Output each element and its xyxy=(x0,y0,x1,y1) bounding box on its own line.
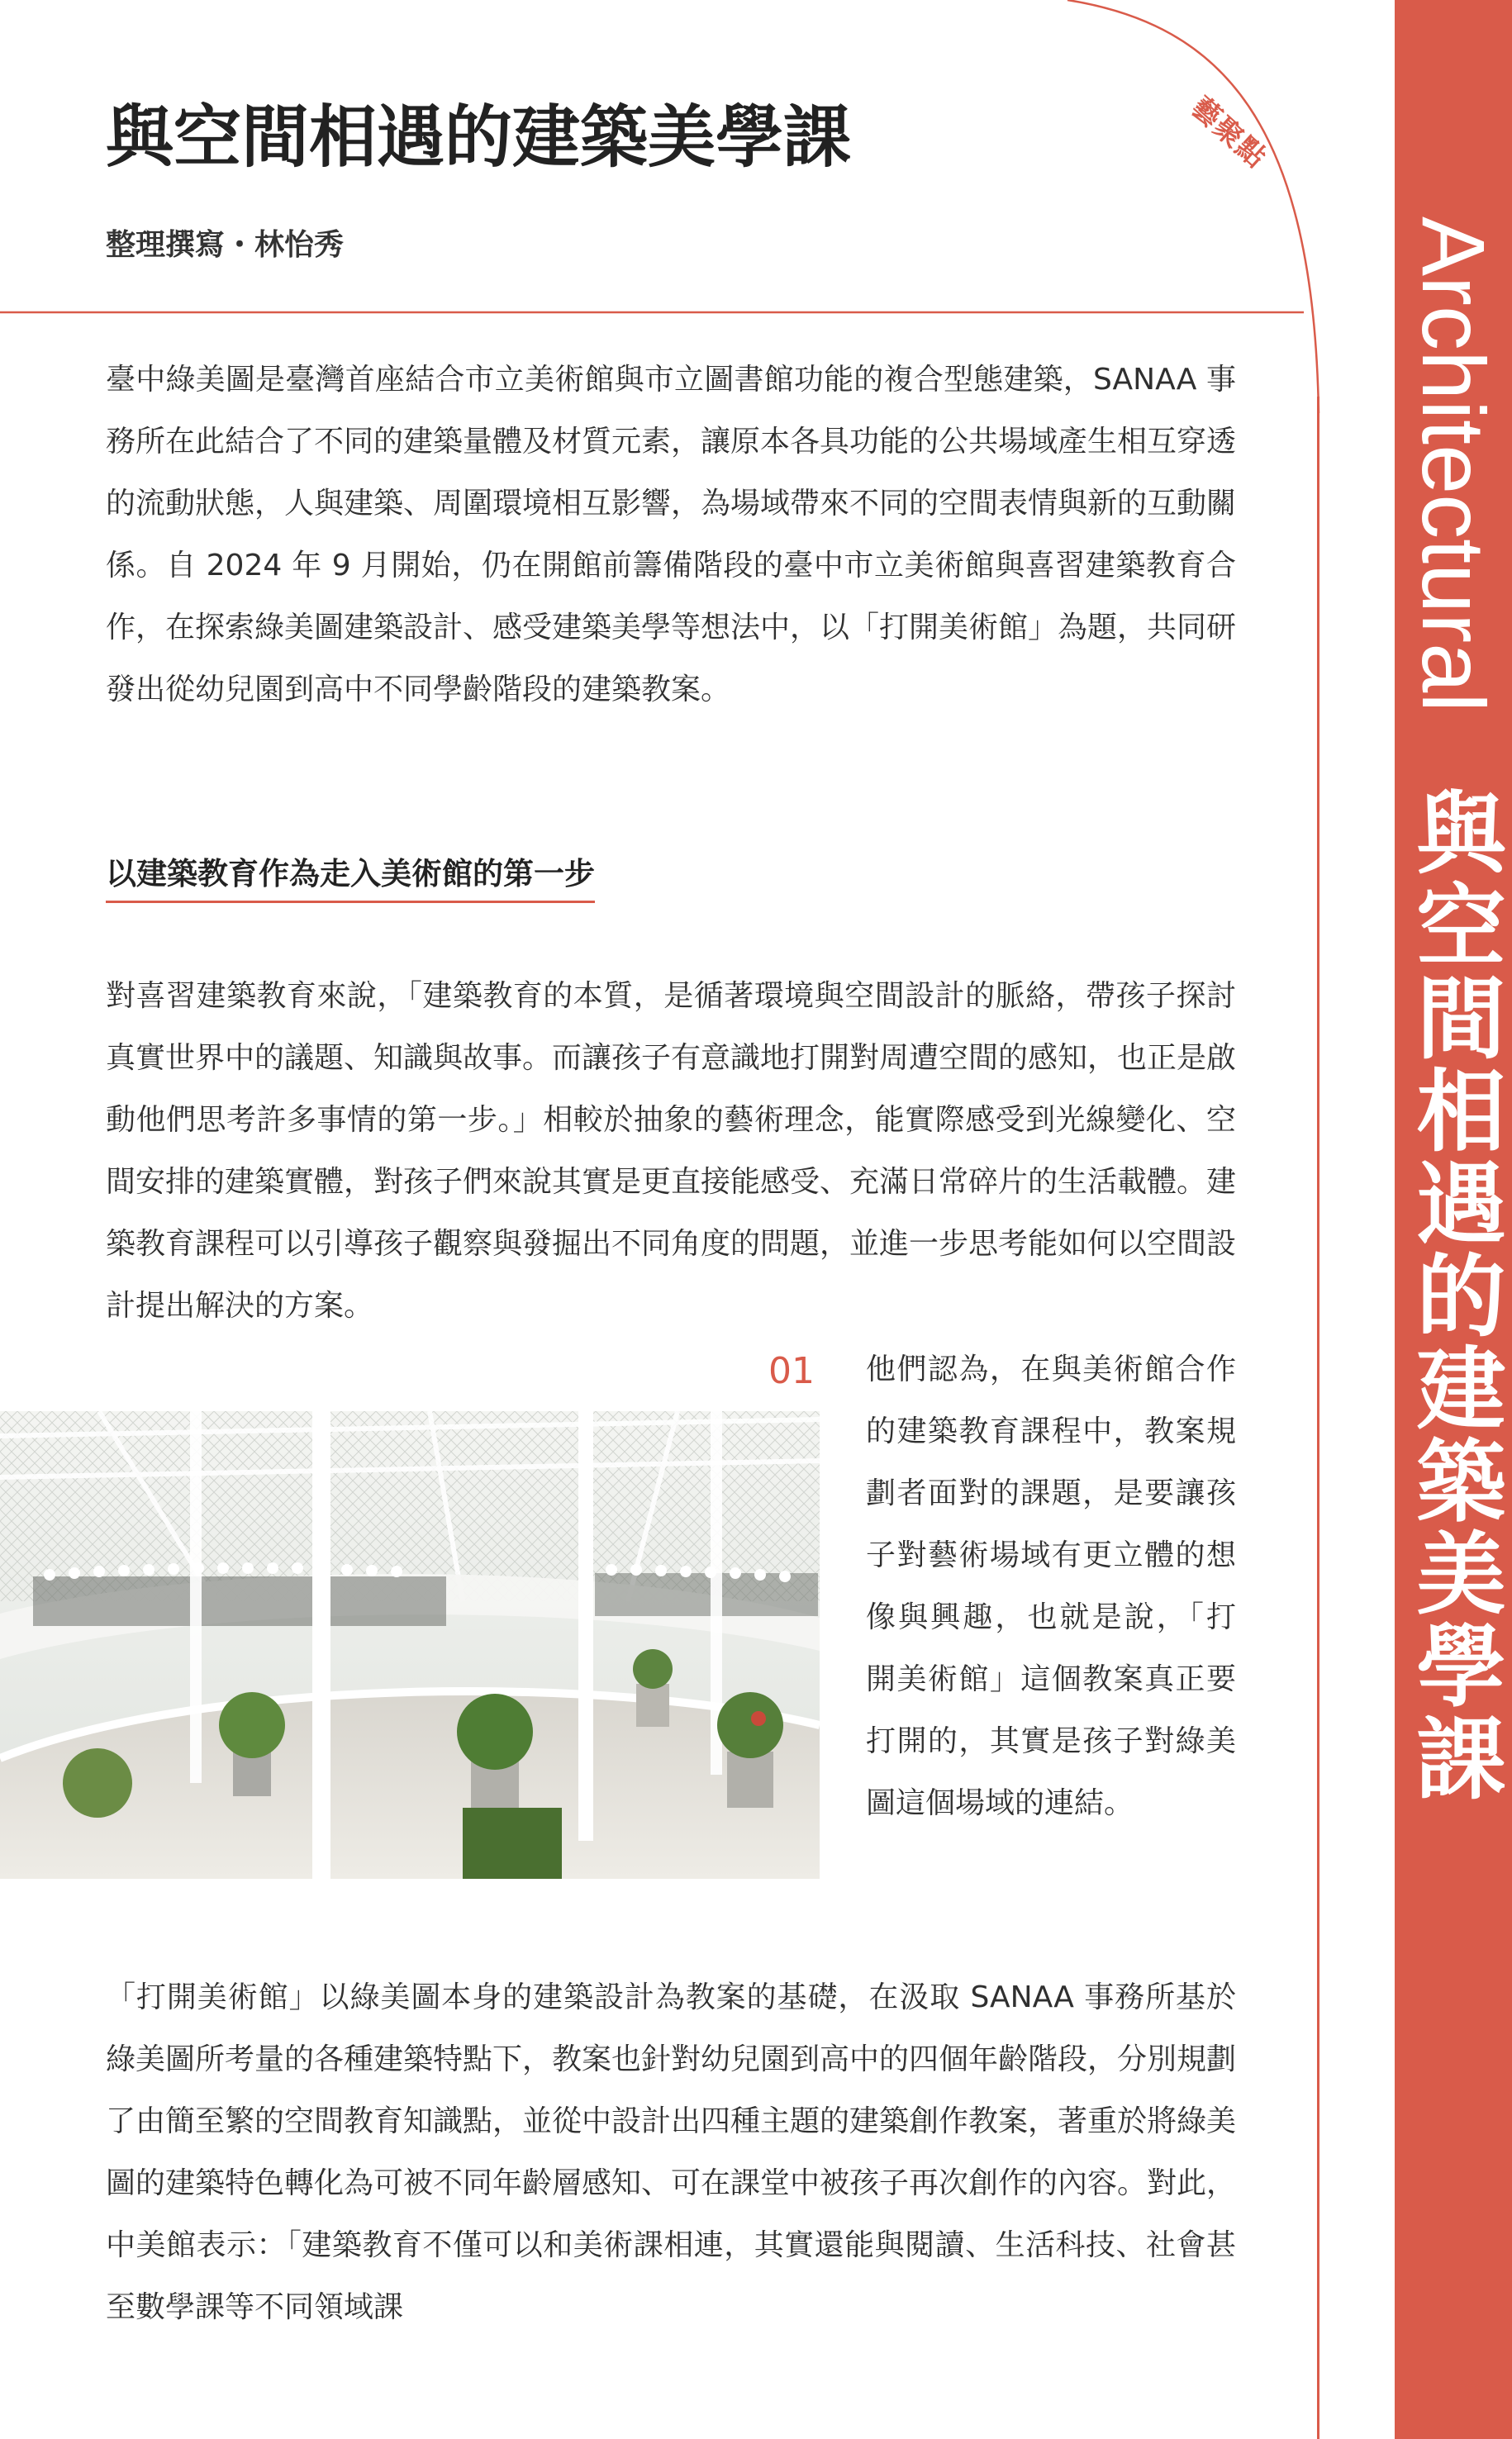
side-title xyxy=(1395,216,1512,2232)
byline: 整理撰寫・林怡秀 xyxy=(106,228,345,262)
atrium-photo-illustration xyxy=(0,1411,820,1879)
paragraph-4: 「打開美術館」以綠美圖本身的建築設計為教案的基礎，在汲取 SANAA 事務所基於綠美圖所考量的各種建築特點下，教案也針對幼兒園到高中的四個年齡階段，分別規劃了由簡至繁的空間教育知識點，並從中設計出四種主題的建築創作教案，著重於將綠美圖的建築特色轉化為可被不同年齡層感知、可在課堂中被孩子再次創作的內容。對此，中美館表示：「建築教育不僅可以和美術課相連，其實還能與閱讀、生活科技、社會甚至數學課等不同領域課 xyxy=(106,1980,1237,2324)
side-title-english: Architectural xyxy=(1404,216,1504,713)
article-title: 與空間相遇的建築美學課 xyxy=(106,98,852,177)
vertical-rule xyxy=(1317,397,1319,2439)
section-heading: 以建築教育作為走入美術館的第一步 xyxy=(106,851,595,903)
paragraph-1: 臺中綠美圖是臺灣首座結合市立美術館與市立圖書館功能的複合型態建築，SANAA 事務所在此結合了不同的建築量體及材質元素，讓原本各具功能的公共場域產生相互穿透的流動狀態，人與建築、周圍環境相互影響，為場域帶來不同的空間表情與新的互動關係。自 2024 年 9 月開始，仍在開館前籌備階段的臺中市立美術館與喜習建築教育合作，在探索綠美圖建築設計、感受建築美學等想法中，以「打開美術館」為題，共同研發出從幼兒園到高中不同學齡階段的建築教案。 xyxy=(106,363,1237,706)
atrium-photo xyxy=(0,1411,820,1879)
photo-number: 01 xyxy=(768,1350,815,1392)
column-tag: 藝聚點 xyxy=(1184,90,1273,175)
paragraph-2: 對喜習建築教育來說，「建築教育的本質，是循著環境與空間設計的脈絡，帶孩子探討真實世界中的議題、知識與故事。而讓孩子有意識地打開對周遭空間的感知，也正是啟動他們思考許多事情的第一步。」相較於抽象的藝術理念，能實際感受到光線變化、空間安排的建築實體，對孩子們來說其實是更直接能感受、充滿日常碎片的生活載體。建築教育課程可以引導孩子觀察與發掘出不同角度的問題，並進一步思考能如何以空間設計提出解決的方案。 xyxy=(106,979,1237,1323)
side-title-chinese: 與空間相遇的建築美學課 xyxy=(1404,787,1504,1805)
paragraph-3: 他們認為，在與美術館合作的建築教育課程中，教案規劃者面對的課題，是要讓孩子對藝術場域有更立體的想像與興趣，也就是說，「打開美術館」這個教案真正要打開的，其實是孩子對綠美圖這個場域的連結。 xyxy=(866,1353,1236,1820)
